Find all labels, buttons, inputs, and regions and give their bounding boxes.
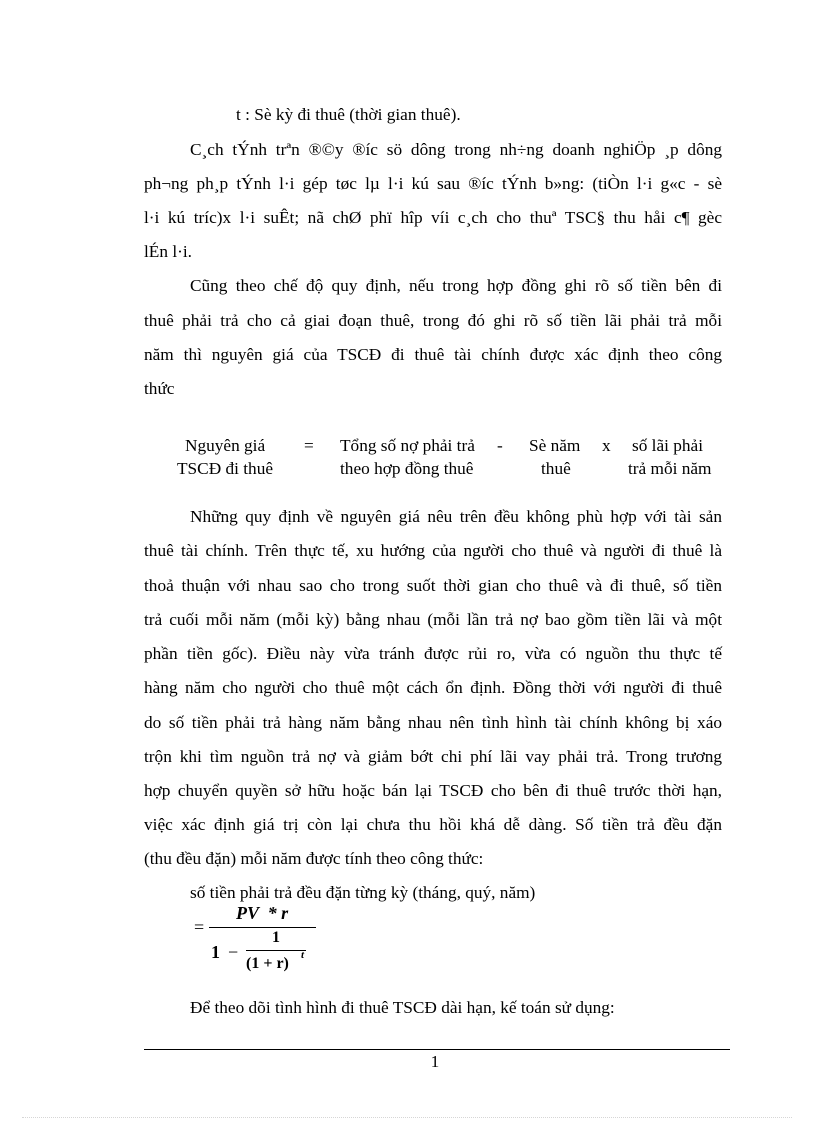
paragraph-line: t : Sè kỳ đi thuê (thời gian thuê). [236, 105, 461, 124]
annuity-inner-numerator: 1 [272, 929, 280, 946]
annuity-main-fraction-bar [209, 927, 316, 928]
formula-times: x [602, 436, 611, 455]
annuity-inner-denominator: (1 + r) [246, 955, 289, 972]
paragraph-line: phần tiền gốc). Điều này vừa tránh được rủi ro, vừa có nguồn thu thực tế [144, 644, 722, 663]
formula-term3-bottom: trả mỗi năm [628, 459, 712, 478]
annuity-inner-fraction-bar [246, 950, 306, 951]
paragraph-line: hợp chuyển quyền sở hữu hoặc bán lại TSCĐ cho bên đi thuê trước thời hạn, [144, 781, 722, 800]
formula-term3-top: số lãi phải [632, 436, 704, 455]
formula-term1-bottom: theo hợp đồng thuê [340, 459, 474, 478]
annuity-numerator: PV * r [236, 903, 289, 923]
paragraph-line: số tiền phải trả đều đặn từng kỳ (tháng, quý, năm) [190, 883, 536, 902]
formula-term1-top: Tổng số nợ phải trả [340, 436, 475, 455]
annuity-exponent: t [301, 949, 305, 961]
paragraph-line: thức [144, 379, 175, 398]
formula-minus: - [497, 436, 503, 455]
paragraph-line: thoả thuận với nhau sao cho trong suốt thời gian cho thuê và đi thuê, số tiền [144, 576, 722, 595]
footer-rule [144, 1049, 730, 1050]
paragraph-line: l·i kú tríc)x l·i suÊt; nã chØ phï hîp víi c¸ch cho thuª TSC§ thu håi c¶ gèc [144, 208, 722, 227]
paragraph-line: Những quy định về nguyên giá nêu trên đều không phù hợp với tài sản [190, 507, 722, 526]
paragraph-line: lÉn l·i. [144, 242, 192, 261]
paragraph-line: Để theo dõi tình hình đi thuê TSCĐ dài hạn, kế toán sử dụng: [190, 998, 615, 1017]
paragraph-line: ph¬ng ph¸p tÝnh l·i gép tøc lµ l·i kú sau ®íc tÝnh b»ng: (tiÒn l·i g«c - sè [144, 174, 722, 193]
formula-term2-top: Sè năm [529, 436, 581, 455]
page-number: 1 [430, 1052, 440, 1071]
annuity-one: 1 [211, 942, 220, 962]
page-bottom-dotted-line [22, 1117, 792, 1118]
paragraph-line: trả cuối mỗi năm (mỗi kỳ) bằng nhau (mỗi lần trả nợ bao gồm tiền lãi và một [144, 610, 722, 629]
formula-term2-bottom: thuê [541, 459, 571, 478]
paragraph-line: năm thì nguyên giá của TSCĐ đi thuê tài chính được xác định theo công [144, 345, 722, 364]
formula-lhs-bottom: TSCĐ đi thuê [177, 459, 274, 478]
paragraph-line: thuê phải trả cho cả giai đoạn thuê, trong đó ghi rõ số tiền lãi phải trả mỗi [144, 311, 722, 330]
formula-lhs-top: Nguyên giá [185, 436, 266, 455]
paragraph-line: do số tiền phải trả hàng năm bằng nhau nên tình hình tài chính không bị xáo [144, 713, 722, 732]
paragraph-line: việc xác định giá trị còn lại chưa thu hồi khá dễ dàng. Số tiền trả đều đặn [144, 815, 722, 834]
paragraph-line: hàng năm cho người cho thuê một cách ổn định. Đồng thời với người đi thuê [144, 678, 722, 697]
paragraph-line: (thu đều đặn) mỗi năm được tính theo công thức: [144, 849, 484, 868]
annuity-minus: − [228, 942, 239, 962]
paragraph-line: Cũng theo chế độ quy định, nếu trong hợp đồng ghi rõ số tiền bên đi [190, 276, 722, 295]
paragraph-line: thuê tài chính. Trên thực tế, xu hướng của người cho thuê và người đi thuê là [144, 541, 722, 560]
paragraph-line: trộn khi tìm nguồn trả nợ và giảm bớt chi phí lãi vay phải trả. Trong trương [144, 747, 722, 766]
formula-equals: = [304, 436, 314, 455]
paragraph-line: C¸ch tÝnh trªn ®©y ®íc sö dông trong nh÷ng doanh nghiÖp ¸p dông [190, 140, 722, 159]
annuity-equals: = [194, 917, 205, 937]
